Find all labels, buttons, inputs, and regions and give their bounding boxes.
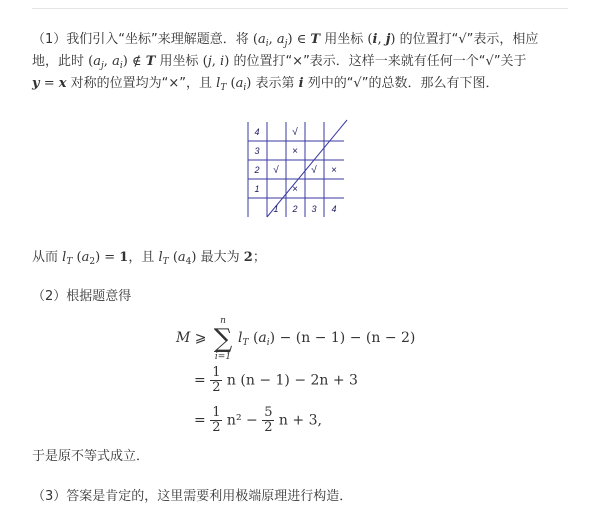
col-label-1: 1	[273, 204, 279, 214]
equation-line3: = $\frac{1}{2}$ n² − $\frac{5}{2}$ n + 3,	[194, 405, 322, 435]
row-label-1: 1	[254, 184, 260, 194]
equation-line2: = $\frac{1}{2}$ n (n − 1) − 2n + 3	[194, 365, 358, 395]
col-label-3: 3	[311, 204, 317, 214]
check-mark: √	[273, 165, 279, 176]
check-mark: √	[292, 127, 298, 138]
cross-mark: ×	[331, 165, 337, 176]
check-mark: √	[311, 165, 317, 176]
col-label-2: 2	[292, 204, 298, 214]
part3-label: （3）答案是肯定的，这里需要利用极端原理进行构造．	[32, 489, 353, 504]
coordinate-grid-figure	[246, 118, 352, 220]
summation-symbol: n ∑ i=1	[213, 316, 233, 362]
cross-mark: ×	[292, 146, 298, 157]
equation-line1: M ⩾	[176, 330, 207, 346]
part2-label: （2）根据题意得	[32, 289, 132, 304]
part1-line3: y = x 对称的位置均为“×”，且 $l_T$ $(a_i)$ 表示第 i 列中的“√”的总数．那么有下图．	[32, 76, 499, 93]
row-label-2: 2	[254, 165, 260, 175]
part1-line1: （1）我们引入“坐标”来理解题意．将 ($a_i$, $a_j$) ∈ T 用坐标 (i, j) 的位置打“√”表示，相应	[32, 32, 539, 49]
cross-mark: ×	[292, 184, 298, 195]
part2-conclusion: 于是原不等式成立．	[32, 449, 150, 464]
result-line: 从而 $l_T$ $(a_2) = 1$，且 $l_T$ $(a_4)$ 最大为 2；	[32, 250, 266, 267]
row-label-3: 3	[254, 146, 260, 156]
top-divider	[32, 8, 568, 9]
part1-line2: 地，此时 ($a_j$, $a_i$) ∉ T 用坐标 (j, i) 的位置打“×”表示．这样一来就有任何一个“√”关于	[32, 54, 527, 71]
equation-line1-body: $l_T$ $(a_i) - (n - 1) - (n - 2)$	[238, 330, 416, 348]
col-label-4: 4	[331, 204, 337, 214]
row-label-4: 4	[254, 127, 260, 137]
